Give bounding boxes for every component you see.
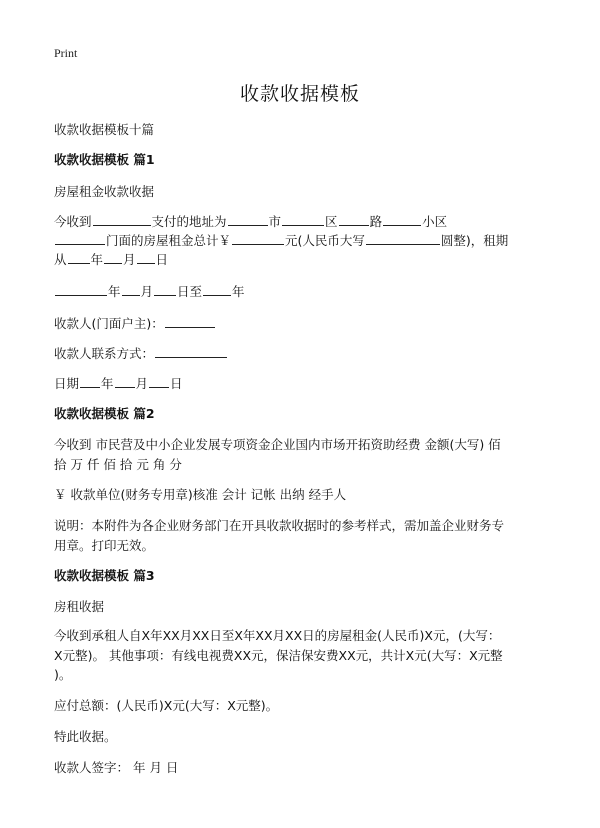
section-2-line-1: 今收到 市民营及中小企业发展专项资金企业国内市场开拓资助经费 金额(大写) 佰 <box>54 437 501 452</box>
section-1-line-2: 门面的房屋租金总计￥ 元(人民币大写 圆整)，租期 <box>54 231 554 251</box>
section-3-line-1: 今收到承租人自X年XX月XX日至X年XX月XX日的房屋租金(人民币)X元，(大写： <box>54 628 501 643</box>
section-3-line-3: )。 <box>54 667 72 682</box>
section-1-heading: 收款收据模板 篇1 <box>54 152 155 167</box>
section-3-receipt: 特此收据。 <box>54 729 117 744</box>
section-1-contact-line: 收款人联系方式： <box>54 344 554 364</box>
section-3-signature: 收款人签字： 年 月 日 <box>54 760 179 775</box>
section-1-payee-line: 收款人(门面户主)： <box>54 314 554 334</box>
section-3-total: 应付总额：(人民币)X元(大写：X元整)。 <box>54 698 279 713</box>
section-3-line-2: X元整)。 其他事项：有线电视费XX元，保洁保安费XX元，共计X元(大写：X元整 <box>54 648 503 663</box>
section-2-line-2: 拾 万 仟 佰 拾 元 角 分 <box>54 457 182 472</box>
section-2-heading: 收款收据模板 篇2 <box>54 406 155 421</box>
section-2-note-1: 说明：本附件为各企业财务部门在开具收款收据时的参考样式，需加盖企业财务专 <box>54 518 505 533</box>
section-2-note-2: 用章。打印无效。 <box>54 538 155 553</box>
section-1-period-line: 年 月 日至 年 <box>54 282 554 302</box>
section-1-line-1: 今收到 支付的地址为 市 区 路 小区 <box>54 214 448 229</box>
document-title: 收款收据模板 <box>239 83 360 105</box>
print-link[interactable]: Print <box>54 46 78 60</box>
document-subtitle: 收款收据模板十篇 <box>54 122 155 137</box>
section-3-name: 房租收据 <box>54 599 105 614</box>
section-2-line-3: ￥ 收款单位(财务专用章)核准 会计 记帐 出纳 经手人 <box>54 487 347 502</box>
section-1-line-3: 从 年 月 日 <box>54 252 169 267</box>
section-1-name: 房屋租金收款收据 <box>54 184 155 199</box>
section-1-date-line: 日期 年 月 日 <box>54 376 183 391</box>
section-3-heading: 收款收据模板 篇3 <box>54 568 155 583</box>
